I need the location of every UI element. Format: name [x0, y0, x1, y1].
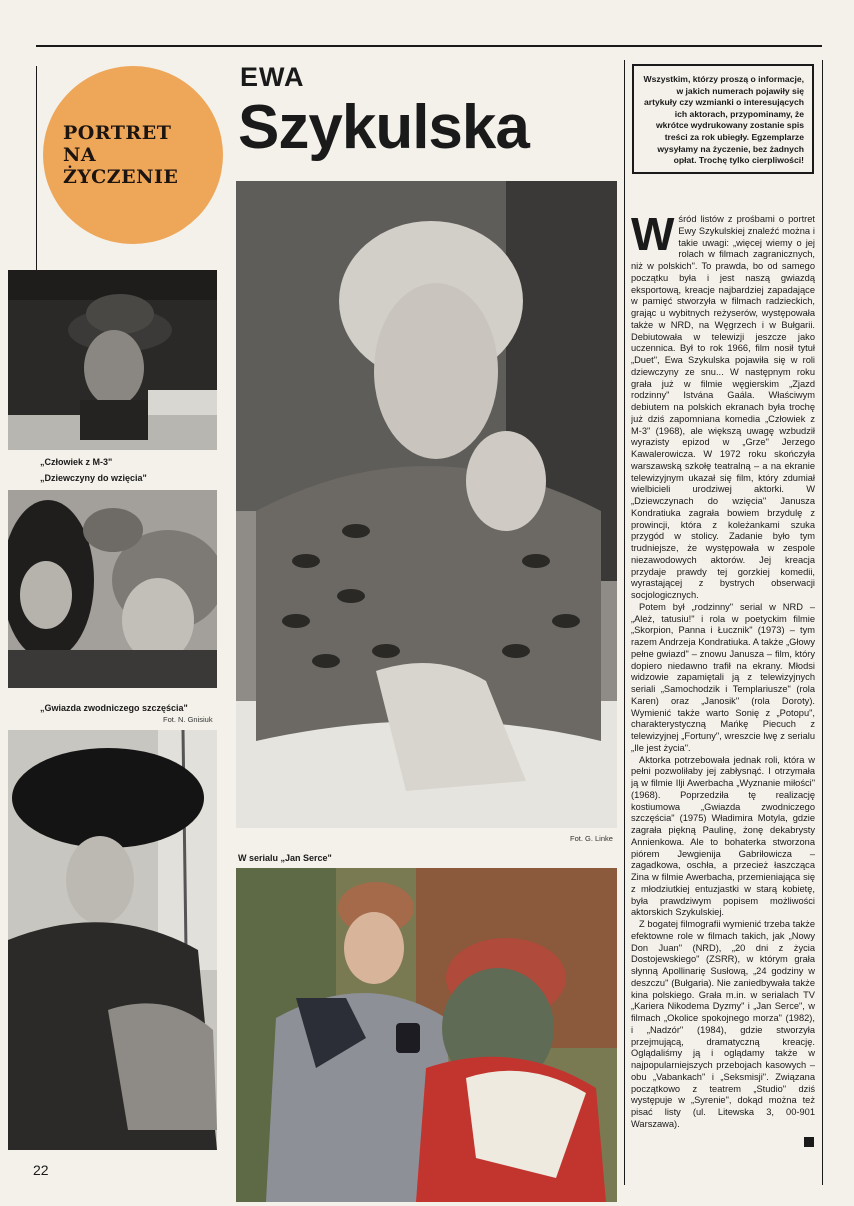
page-title: Szykulska: [238, 93, 529, 162]
article-paragraph-1: [631, 214, 815, 602]
left-rule: [36, 66, 37, 271]
photo-gwiazda-image: [8, 730, 217, 1150]
caption-jan-serce: W serialu „Jan Serce": [238, 853, 332, 863]
article-paragraph-4: Z bogatej filmografii wymienić trzeba także efektowne role w filmach takich, jak „Nowy Don Juan" (NRD), „20 dni z życia Dostojewskiego" (ZSRR), w którym grała słynną Apollinarię Susłową, „24 godziny w deszczu" (Bułgaria). Nie zaniedbywała także kina polskiego. Grała m.in. w serialach TV „Kariera Nikodema Dyzmy" i „Jan Serce", w filmach „Okolice spokojnego morza" (1982), i „Nadzór" (1984), gdzie stworzyła przejmującą, dramatyczną kreację. Oglądaliśmy ją i oglądamy także w najpopularniejszych przebojach kasowych – obu „Vabankach" i „Seksmisji". Związana początkowo z teatrem „Studio" dziś występuje w „Syrenie", dokąd można też pisać listy (ul. Litewska 3, 00-901 Warszawa).: [631, 919, 815, 1129]
jan-serce-image: [236, 868, 617, 1202]
column-divider: [624, 60, 625, 1185]
credit-gnisiuk: Fot. N. Gnisiuk: [163, 715, 213, 724]
photo-czlowiek-z-m3-image: [8, 270, 217, 450]
article-body: [631, 214, 815, 1134]
dropcap: W: [631, 214, 675, 260]
top-rule: [36, 45, 822, 47]
caption-dziewczyny-do-wziecia: „Dziewczyny do wzięcia": [40, 473, 147, 483]
credit-linke: Fot. G. Linke: [570, 834, 613, 843]
article-paragraph-2: Potem był „rodzinny" serial w NRD – „Ależ, tatusiu!" i rola w poetyckim filmie „Skorpion, Panna i Łucznik" (1973) – tym razem Andrzeja Kondratiuka. A także „Głowy pełne gwiazd" – znowu Janusza – film, który dopiero niedawno trafił na ekrany. Młodsi widzowie zapamiętali ją z telewizyjnych seriali „Samochodzik i Templariusze" (rola Karen) oraz „Janosik" (rola Doroty). Wymienić także warto Sonię z „Potopu", charakterystyczną Mańkę Piecuch z telewizyjnej „Fortuny", wreszcie lwę z serialu „Ile jest życia".: [631, 601, 815, 753]
article-paragraph-1-text: śród listów z prośbami o portret Ewy Szykulskiej znaleźć można i takie uwagi: „więcej wiemy o jej rolach w filmach zagranicznych, niż w polskich". To prawda, bo od samego początku była i jest naszą gwiazdą eksportową, kreacje najbardziej zapadające w pamięć stworzyła w filmach radzieckich, grając u wybitnych reżyserów, występowała także w NRD, na Węgrzech i w Bułgarii. Debiutowała w telewizji jeszcze jako uczennica. Był to rok 1966, film nosił tytuł „Duet", Ewa Szykulska pojawiła się w roli dziewczyny ze snu... W następnym roku grała już w filmie węgierskim „Zjazd rodzinny" Istvána Gaála. Właściwym debiutem na polskich ekranach była trochę już dziś zapomniana komedia „Człowiek z M-3" (1968), ale większą uwagę wzbudził wyrazisty epizod w „Grze" Jerzego Kawalerowicza. W 1972 roku skończyła warszawską szkołę teatralną – a na ekranie telewizyjnym ukazał się film, który zdumiał wielbicieli urodziwej aktorki. W „Dziewczynach do wzięcia" Janusza Kondratiuka zagrała bowiem brzydulę z prowincji, która z koleżankami szuka przygód w stolicy. Zadanie było tym trudniejsze, że występowała w zespole niezawodowych aktorów. Jej kreacja przydaje prawdy tej gorzkiej komedii, wyrastającej z bystrych obserwacji socjologicznych.: [631, 214, 815, 600]
badge-line-3: ŻYCZENIE: [63, 166, 179, 188]
kicker: EWA: [240, 62, 305, 92]
article-paragraph-3: Aktorka potrzebowała jednak roli, która w pełni pozwoliłaby jej zabłysnąć. I otrzymała ją w filmie Ilji Awerbacha „Wyznanie miłości" (1968). Poprzedziła tę realizację kostiumowa „Gwiazda zwodniczego szczęścia" (1975) Władimira Motyla, gdzie zagrała piękną Paulinę, żonę dekabrysty Annienkowa. Ale to bohaterka stworzona piórem Jewgienija Gabriłowicza – zagadkowa, oschła, a przecież łaszcząca Zina w filmie Awerbacha, przemieniająca się z młodziutkiej entuzjastki w starą kobietę, była prawdziwym popisem możliwości aktorskich Szykulskiej.: [631, 754, 815, 918]
end-mark: [804, 1137, 814, 1147]
photo-jan-serce: [236, 868, 617, 1202]
photo-czlowiek-z-m3: [8, 270, 217, 450]
photo-main-portrait: [236, 181, 617, 828]
right-rule: [822, 60, 823, 1185]
caption-gwiazda-zwodniczego-szczescia: „Gwiazda zwodniczego szczęścia": [40, 703, 188, 713]
notice-box: Wszystkim, którzy proszą o informacje, w jakich numerach pojawiły się artykuły czy wzmianki o interesujących ich aktorach, przypominamy, że wkrótce wydrukowany zostanie spis treści za rok ubiegły. Egzemplarze wysyłamy na życzenie, bez żadnych opłat. Trochę tylko cierpliwości!: [632, 64, 814, 174]
photo-gwiazda-zwodniczego-szczescia: [8, 730, 217, 1150]
photo-dziewczyny-image: [8, 490, 217, 688]
page-number: 22: [33, 1162, 49, 1178]
badge-line-1: PORTRET: [63, 122, 172, 144]
caption-czlowiek-z-m3: „Człowiek z M-3": [40, 457, 113, 467]
photo-dziewczyny-do-wziecia: [8, 490, 217, 688]
main-portrait-image: [236, 181, 617, 828]
portret-na-zyczenie-badge: [43, 66, 223, 244]
badge-line-2: NA: [63, 144, 97, 166]
